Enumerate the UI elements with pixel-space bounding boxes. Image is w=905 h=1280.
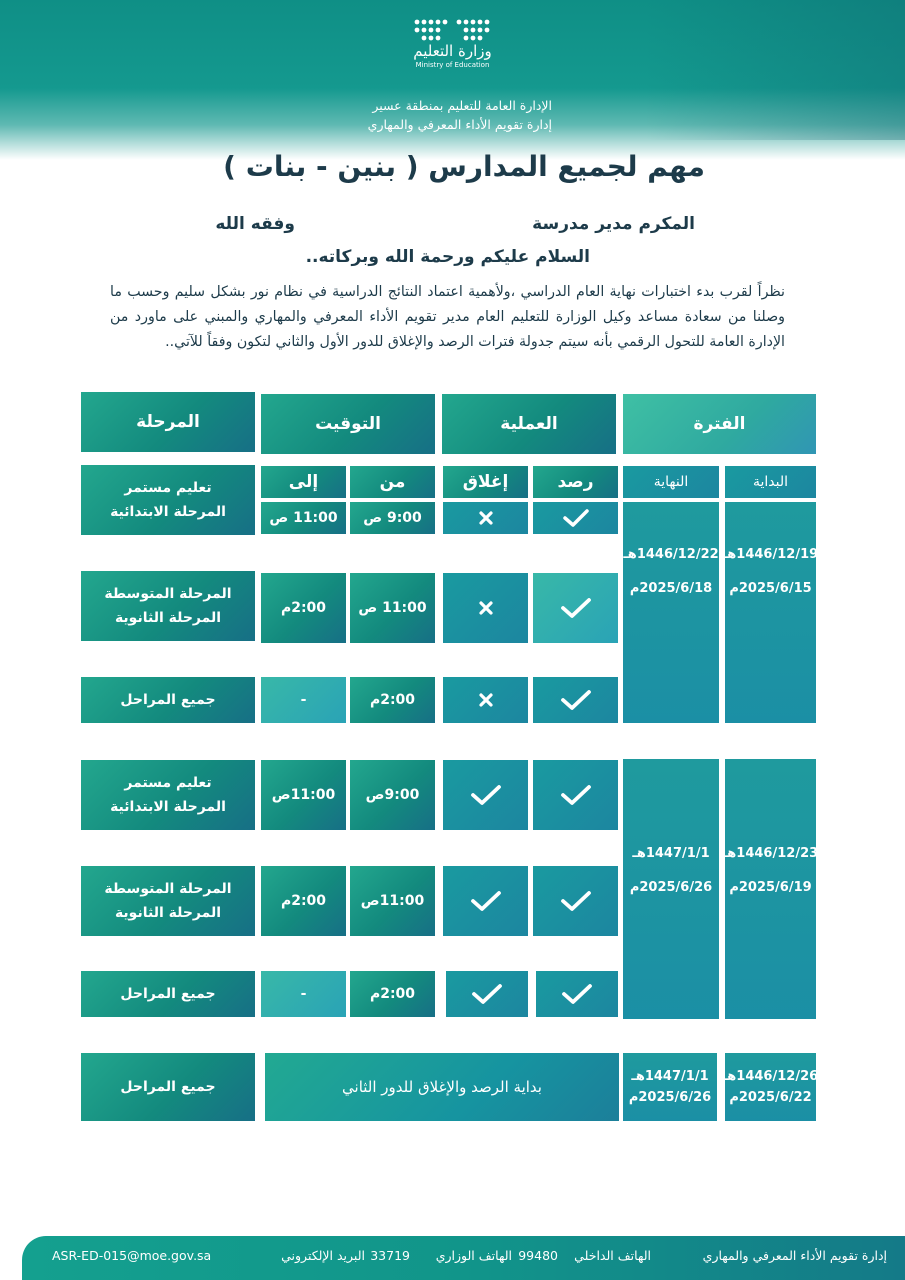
group1-end-date [623,502,719,723]
g1-row1-stage [81,465,255,535]
g1-row2-to: 2:00م [261,573,346,643]
logo-arabic-text: وزارة التعليم [413,42,492,60]
group2-end-hijri: 1447/1/1هـ [632,846,710,861]
subheader-to: إلى [261,466,346,498]
check-icon [562,508,590,528]
g1-row2-from: 11:00 ص [350,573,435,643]
g1-row3-record [533,677,618,723]
dept-line-2: إدارة تقويم الأداء المعرفي والمهاري [367,117,552,132]
footer-email[interactable]: ASR-ED-015@moe.gov.sa [52,1248,212,1263]
g1-row2-record [533,573,618,643]
g2-row3-close [446,971,528,1017]
check-icon [560,784,592,806]
header-banner [0,0,905,160]
g2-row1-from: 9:00ص [350,760,435,830]
header-stage: المرحلة [81,392,255,452]
subheader-from: من [350,466,435,498]
group3-start-date [722,1053,819,1121]
ministry-logo [405,14,500,82]
letter-body: نظراً لقرب بدء اختبارات نهاية العام الدراسي ،ولأهمية اعتماد النتائج الدراسية في نظام نور بشكل سليم وحسب ما وصلنا من سعادة مساعد وكيل الوزارة للتعليم العام مدير تقويم الأداء المعرفي والمهاري والمبني على ماورد من الإدارة العامة للتحول الرقمي بأنه سيتم جدولة فترات الرصد والإغلاق للدور الأول والثاني لتكون وفقاً للآتي.. [110,284,785,350]
header-operation: العملية [442,394,616,454]
group3-start-hijri: 1446/12/26هـ [722,1069,819,1084]
header-timing: التوقيت [261,394,435,454]
check-icon [470,784,502,806]
header-period: الفترة [623,394,816,454]
group1-start-hijri: 1446/12/19هـ [722,547,819,562]
stage-line-1: تعليم مستمر [124,775,212,791]
g2-row1-close [443,760,528,830]
check-icon [560,689,592,711]
group3-end-date [623,1053,717,1121]
stage-line-2: المرحلة الثانوية [114,905,222,921]
page-title: مهم لجميع المدارس ( بنين - بنات ) [223,150,705,183]
group3-end-hijri: 1447/1/1هـ [631,1069,709,1084]
check-icon [470,890,502,912]
subheader-record: رصد [533,466,618,498]
g1-row2-close [443,573,528,643]
footer-internal-value: 99480 [518,1248,558,1263]
stage-line-2: المرحلة الابتدائية [110,799,226,815]
x-icon [478,510,494,526]
g1-row3-from: 2:00م [350,677,435,723]
footer-bar [22,1236,905,1280]
g2-row2-from: 11:00ص [350,866,435,936]
recipient-text: المكرم مدير مدرسة [532,214,695,234]
g2-row2-close [443,866,528,936]
g2-row2-record [533,866,618,936]
subheader-close: إغلاق [443,466,528,498]
stage-line-2: المرحلة الابتدائية [110,504,226,520]
footer-ministry-value: 33719 [370,1248,410,1263]
g1-row3-to: - [261,677,346,723]
x-icon [478,600,494,616]
check-icon [560,890,592,912]
g1-row3-close [443,677,528,723]
group1-start-date [722,502,819,723]
g2-row3-record [536,971,618,1017]
check-icon [561,983,593,1005]
stage-line-2: المرحلة الثانوية [114,610,222,626]
check-icon [560,597,592,619]
g2-row3-to: - [261,971,346,1017]
g1-row1-to: 11:00 ص [261,502,346,534]
g2-row3-stage: جميع المراحل [81,971,255,1017]
group2-start-date [722,759,819,1019]
g2-row1-record [533,760,618,830]
group2-start-greg: 2025/6/19م [729,880,812,895]
group2-end-greg: 2025/6/26م [629,880,713,895]
blessing-text: وفقه الله [215,214,295,234]
group1-end-greg: 2025/6/18م [629,581,713,596]
g2-row2-stage [81,866,255,936]
footer-internal-label: الهاتف الداخلي [574,1248,651,1263]
footer-email-label: البريد الإلكتروني [281,1248,365,1263]
g1-row2-stage [81,571,255,641]
check-icon [471,983,503,1005]
g1-row1-record [533,502,618,534]
subheader-start: البداية [725,466,816,498]
group3-start-greg: 2025/6/22م [729,1090,812,1105]
department-names [300,96,552,134]
footer-dept: إدارة تقويم الأداء المعرفي والمهاري [702,1248,887,1263]
logo-english-text: Ministry of Education [415,61,490,69]
group3-note: بداية الرصد والإغلاق للدور الثاني [265,1053,619,1121]
x-icon [478,692,494,708]
group3-end-greg: 2025/6/26م [628,1090,712,1105]
logo-dots-icon [413,18,493,44]
g2-row1-to: 11:00ص [261,760,346,830]
g1-row1-from: 9:00 ص [350,502,435,534]
group3-stage: جميع المراحل [81,1053,255,1121]
group1-start-greg: 2025/6/15م [729,581,812,596]
group2-start-hijri: 1446/12/23هـ [722,846,819,861]
footer-ministry-label: الهاتف الوزاري [435,1248,512,1263]
group1-end-hijri: 1446/12/22هـ [623,547,719,562]
dept-line-1: الإدارة العامة للتعليم بمنطقة عسير [372,98,552,113]
g1-row1-close [443,502,528,534]
g1-row3-stage: جميع المراحل [81,677,255,723]
greeting-text: السلام عليكم ورحمة الله وبركاته.. [305,247,590,267]
group2-end-date [623,759,719,1019]
stage-line-1: المرحلة المتوسطة [104,586,232,602]
g2-row3-from: 2:00م [350,971,435,1017]
stage-line-1: المرحلة المتوسطة [104,881,232,897]
g2-row1-stage [81,760,255,830]
subheader-end: النهاية [623,466,719,498]
stage-line-1: تعليم مستمر [124,480,212,496]
g2-row2-to: 2:00م [261,866,346,936]
